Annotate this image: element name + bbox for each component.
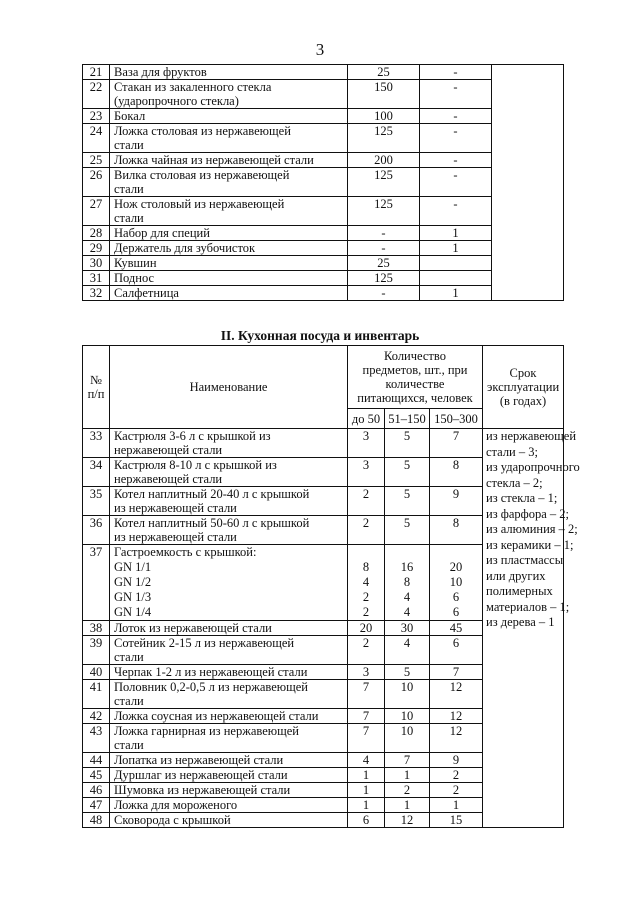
item-number: 26	[83, 168, 110, 197]
item-extra: 1	[420, 286, 492, 301]
item-number: 46	[83, 783, 110, 798]
table-row	[83, 429, 564, 458]
header-qty-col-2: 51–150	[385, 409, 430, 429]
item-name: Половник 0,2-0,5 л из нержавеющей стали	[110, 680, 348, 709]
item-value: 5	[385, 516, 430, 545]
item-name: Шумовка из нержавеющей стали	[110, 783, 348, 798]
table-row	[83, 153, 564, 168]
item-number: 35	[83, 487, 110, 516]
item-quantity: 125	[348, 271, 420, 286]
item-value: 5	[385, 487, 430, 516]
item-value: 20 10 6 6	[430, 545, 483, 621]
table-kitchenware	[82, 345, 580, 828]
item-value: 5	[385, 665, 430, 680]
item-quantity: 125	[348, 197, 420, 226]
item-value: 2	[348, 487, 385, 516]
item-number: 22	[83, 80, 110, 109]
header-qty-col-3: 150–300	[430, 409, 483, 429]
item-value: 20	[348, 621, 385, 636]
item-name: Ложка чайная из нержавеющей стали	[110, 153, 348, 168]
item-number: 23	[83, 109, 110, 124]
item-number: 34	[83, 458, 110, 487]
item-quantity: 25	[348, 256, 420, 271]
item-number: 29	[83, 241, 110, 256]
item-value: 10	[385, 724, 430, 753]
header-term: Срок эксплуатации (в годах)	[483, 346, 564, 429]
item-extra: 1	[420, 226, 492, 241]
item-name: Вилка столовая из нержавеющей стали	[110, 168, 348, 197]
item-number: 27	[83, 197, 110, 226]
item-value: 5	[385, 429, 430, 458]
table-row	[83, 168, 564, 197]
item-quantity: -	[348, 286, 420, 301]
item-value: 8	[430, 458, 483, 487]
item-value: 15	[430, 813, 483, 828]
item-value: 1	[348, 798, 385, 813]
item-quantity: -	[348, 226, 420, 241]
item-number: 31	[83, 271, 110, 286]
item-name: Поднос	[110, 271, 348, 286]
item-number: 40	[83, 665, 110, 680]
item-extra: -	[420, 109, 492, 124]
header-quantity: Количество предметов, шт., при количестве питающихся, человек	[348, 346, 483, 409]
item-value: 3	[348, 429, 385, 458]
item-number: 41	[83, 680, 110, 709]
item-number: 21	[83, 65, 110, 80]
item-number: 32	[83, 286, 110, 301]
item-name: Лоток из нержавеющей стали	[110, 621, 348, 636]
item-name: Ложка столовая из нержавеющей стали	[110, 124, 348, 153]
item-value: 8	[430, 516, 483, 545]
item-name: Гастроемкость с крышкой: GN 1/1 GN 1/2 GN 1/3 GN 1/4	[110, 545, 348, 621]
item-name: Ложка гарнирная из нержавеющей стали	[110, 724, 348, 753]
item-extra	[420, 256, 492, 271]
item-value: 1	[348, 768, 385, 783]
item-value: 3	[348, 665, 385, 680]
item-value: 2	[348, 516, 385, 545]
item-name: Ложка для мороженого	[110, 798, 348, 813]
item-quantity: 100	[348, 109, 420, 124]
item-extra: -	[420, 80, 492, 109]
table-row	[83, 65, 564, 80]
item-extra: -	[420, 197, 492, 226]
item-value: 2	[430, 768, 483, 783]
item-value: 7	[348, 709, 385, 724]
item-number: 48	[83, 813, 110, 828]
item-number: 28	[83, 226, 110, 241]
item-name: Нож столовый из нержавеющей стали	[110, 197, 348, 226]
item-value: 12	[430, 680, 483, 709]
item-number: 47	[83, 798, 110, 813]
item-value: 1	[385, 768, 430, 783]
item-name: Котел наплитный 20-40 л с крышкой из нержавеющей стали	[110, 487, 348, 516]
item-value: 3	[348, 458, 385, 487]
item-name: Ваза для фруктов	[110, 65, 348, 80]
item-value: 7	[348, 680, 385, 709]
empty-cell	[492, 65, 564, 301]
item-value: 45	[430, 621, 483, 636]
item-value: 5	[385, 458, 430, 487]
item-value: 1	[348, 783, 385, 798]
table-row	[83, 286, 564, 301]
item-name: Набор для специй	[110, 226, 348, 241]
table-row	[83, 241, 564, 256]
item-number: 33	[83, 429, 110, 458]
item-extra: -	[420, 65, 492, 80]
item-value: 7	[430, 665, 483, 680]
item-value: 16 8 4 4	[385, 545, 430, 621]
item-value: 9	[430, 753, 483, 768]
header-num: № п/п	[83, 346, 110, 429]
item-number: 43	[83, 724, 110, 753]
item-value: 8 4 2 2	[348, 545, 385, 621]
item-value: 2	[385, 783, 430, 798]
item-value: 7	[385, 753, 430, 768]
section-title: II. Кухонная посуда и инвентарь	[220, 328, 420, 343]
item-value: 12	[385, 813, 430, 828]
item-value: 2	[348, 636, 385, 665]
item-name: Сковорода с крышкой	[110, 813, 348, 828]
header-qty-col-1: до 50	[348, 409, 385, 429]
item-value: 12	[430, 724, 483, 753]
term-note: из нержавеющей стали – 3; из ударопрочного стекла – 2; из стекла – 1; из фарфора – 2; из алюминия – 2; из керамики – 1; из пластмассы или других полимерных материалов – 1; из дерева – 1	[483, 429, 564, 828]
table-row	[83, 226, 564, 241]
item-extra: -	[420, 168, 492, 197]
item-name: Бокал	[110, 109, 348, 124]
item-name: Лопатка из нержавеющей стали	[110, 753, 348, 768]
header-name: Наименование	[110, 346, 348, 429]
item-value: 10	[385, 709, 430, 724]
item-value: 4	[385, 636, 430, 665]
item-extra: -	[420, 153, 492, 168]
item-value: 2	[430, 783, 483, 798]
item-name: Стакан из закаленного стекла (ударопрочного стекла)	[110, 80, 348, 109]
item-name: Ложка соусная из нержавеющей стали	[110, 709, 348, 724]
item-name: Кувшин	[110, 256, 348, 271]
item-name: Салфетница	[110, 286, 348, 301]
item-name: Дуршлаг из нержавеющей стали	[110, 768, 348, 783]
item-name: Кастрюля 8-10 л с крышкой из нержавеющей стали	[110, 458, 348, 487]
item-name: Черпак 1-2 л из нержавеющей стали	[110, 665, 348, 680]
item-value: 6	[348, 813, 385, 828]
item-number: 45	[83, 768, 110, 783]
item-value: 1	[430, 798, 483, 813]
item-quantity: -	[348, 241, 420, 256]
table-tableware	[82, 64, 564, 301]
item-value: 30	[385, 621, 430, 636]
table-row	[83, 124, 564, 153]
item-number: 44	[83, 753, 110, 768]
item-extra	[420, 271, 492, 286]
item-value: 4	[348, 753, 385, 768]
item-number: 24	[83, 124, 110, 153]
item-quantity: 200	[348, 153, 420, 168]
item-name: Котел наплитный 50-60 л с крышкой из нержавеющей стали	[110, 516, 348, 545]
item-name: Кастрюля 3-6 л с крышкой из нержавеющей стали	[110, 429, 348, 458]
item-value: 7	[348, 724, 385, 753]
item-value: 1	[385, 798, 430, 813]
item-number: 36	[83, 516, 110, 545]
item-extra: 1	[420, 241, 492, 256]
page-number: 3	[315, 40, 325, 59]
item-number: 42	[83, 709, 110, 724]
item-number: 37	[83, 545, 110, 621]
item-number: 39	[83, 636, 110, 665]
table-row	[83, 256, 564, 271]
table-row	[83, 271, 564, 286]
item-quantity: 125	[348, 168, 420, 197]
item-name: Сотейник 2-15 л из нержавеющей стали	[110, 636, 348, 665]
item-quantity: 125	[348, 124, 420, 153]
item-value: 7	[430, 429, 483, 458]
item-value: 9	[430, 487, 483, 516]
item-value: 12	[430, 709, 483, 724]
item-number: 30	[83, 256, 110, 271]
item-number: 38	[83, 621, 110, 636]
item-quantity: 150	[348, 80, 420, 109]
item-extra: -	[420, 124, 492, 153]
item-number: 25	[83, 153, 110, 168]
item-value: 6	[430, 636, 483, 665]
item-name: Держатель для зубочисток	[110, 241, 348, 256]
item-quantity: 25	[348, 65, 420, 80]
item-value: 10	[385, 680, 430, 709]
table-row	[83, 80, 564, 109]
table-row	[83, 197, 564, 226]
table-row	[83, 109, 564, 124]
